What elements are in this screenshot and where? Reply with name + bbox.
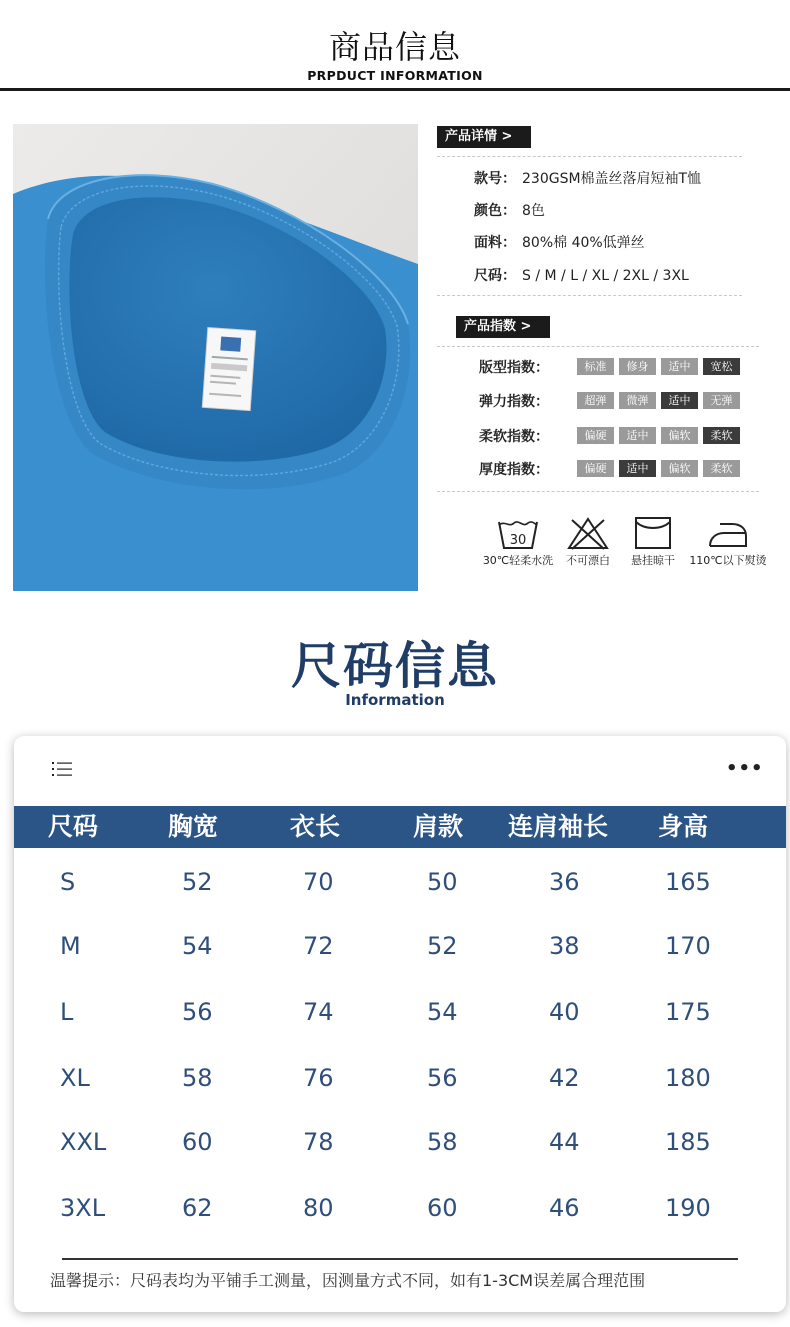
column-header-length: 衣长 [290, 812, 341, 841]
wash-30-icon [496, 516, 540, 550]
index-chip: 无弹 [703, 392, 740, 409]
details-divider-bottom [437, 295, 742, 296]
cell-sleeve: 44 [549, 1128, 580, 1156]
cell-shoulder: 60 [427, 1194, 458, 1222]
no-bleach-icon [566, 516, 610, 550]
table-row [14, 1064, 786, 1104]
cell-chest: 58 [182, 1064, 213, 1092]
spec-key: 款号： [474, 171, 516, 187]
cell-size: 3XL [60, 1194, 106, 1222]
index-chip: 修身 [619, 358, 656, 375]
cell-length: 72 [303, 932, 334, 960]
index-chip: 柔软 [703, 460, 740, 477]
product-index-tag: 产品指数 > [456, 316, 550, 338]
cell-shoulder: 58 [427, 1128, 458, 1156]
care-label: 30℃轻柔水洗 [482, 554, 554, 567]
index-chip: 偏软 [661, 427, 698, 444]
iron-icon [706, 516, 750, 550]
cell-size: XL [60, 1064, 90, 1092]
more-options-icon[interactable]: ••• [726, 758, 764, 779]
cell-length: 74 [303, 998, 334, 1026]
cell-size: XXL [60, 1128, 107, 1156]
cell-height: 175 [665, 998, 711, 1026]
spec-value: 80%棉 40%低弹丝 [522, 235, 645, 251]
spec-value: 230GSM棉盖丝落肩短袖T恤 [522, 171, 702, 187]
size-section-title: 尺码信息 [291, 637, 499, 695]
cell-shoulder: 52 [427, 932, 458, 960]
index-label: 柔软指数： [479, 429, 549, 445]
cell-size: S [60, 868, 76, 896]
table-row [14, 998, 786, 1038]
size-section-subtitle: Information [345, 691, 445, 709]
index-label: 弹力指数： [479, 394, 549, 410]
care-label: 110℃以下熨烫 [689, 554, 767, 567]
cell-height: 170 [665, 932, 711, 960]
cell-height: 190 [665, 1194, 711, 1222]
cell-chest: 62 [182, 1194, 213, 1222]
column-header-sleeve: 连肩袖长 [508, 812, 609, 841]
index-chip-selected: 适中 [619, 460, 656, 477]
cell-length: 76 [303, 1064, 334, 1092]
care-bleach [560, 516, 616, 568]
spec-row-style [474, 168, 701, 188]
product-details-tag: 产品详情 > [437, 126, 531, 148]
index-chip: 偏硬 [577, 460, 614, 477]
spec-value: 8色 [522, 203, 545, 219]
cell-height: 185 [665, 1128, 711, 1156]
cell-shoulder: 54 [427, 998, 458, 1026]
care-dry [624, 516, 682, 568]
table-row [14, 868, 786, 908]
cell-sleeve: 46 [549, 1194, 580, 1222]
spec-key: 颜色： [474, 203, 516, 219]
care-wash [476, 516, 560, 568]
index-chip-selected: 适中 [661, 392, 698, 409]
cell-size: L [60, 998, 74, 1026]
index-chip: 适中 [661, 358, 698, 375]
cell-shoulder: 50 [427, 868, 458, 896]
page-subtitle: PRPDUCT INFORMATION [307, 68, 483, 83]
spec-row-color [474, 200, 545, 220]
index-chip: 微弹 [619, 392, 656, 409]
index-chip-selected: 柔软 [703, 427, 740, 444]
index-chip-selected: 宽松 [703, 358, 740, 375]
spec-row-size [474, 265, 689, 285]
index-chip: 标准 [577, 358, 614, 375]
care-label: 不可漂白 [566, 554, 610, 567]
spec-value: S / M / L / XL / 2XL / 3XL [522, 268, 689, 284]
size-table-header [14, 806, 786, 848]
column-header-height: 身高 [658, 812, 709, 841]
care-label: 悬挂晾干 [631, 554, 675, 567]
header-divider [0, 88, 790, 91]
index-chip: 超弹 [577, 392, 614, 409]
svg-text:30: 30 [509, 533, 527, 548]
cell-length: 80 [303, 1194, 334, 1222]
cell-chest: 56 [182, 998, 213, 1026]
cell-size: M [60, 932, 81, 960]
column-header-shoulder: 肩款 [413, 812, 464, 841]
cell-sleeve: 36 [549, 868, 580, 896]
cell-length: 78 [303, 1128, 334, 1156]
cell-shoulder: 56 [427, 1064, 458, 1092]
product-photo [13, 124, 418, 591]
column-header-chest: 胸宽 [168, 812, 219, 841]
details-divider-top [437, 156, 742, 157]
index-chip: 偏硬 [577, 427, 614, 444]
cell-sleeve: 40 [549, 998, 580, 1026]
cell-chest: 52 [182, 868, 213, 896]
cell-chest: 54 [182, 932, 213, 960]
table-row [14, 1128, 786, 1168]
table-row [14, 1194, 786, 1234]
size-table-card [14, 736, 786, 1312]
index-divider-top [437, 346, 759, 347]
index-divider-bottom [437, 491, 759, 492]
cell-length: 70 [303, 868, 334, 896]
spec-key: 面料： [474, 235, 516, 251]
care-iron [684, 516, 772, 568]
cell-sleeve: 38 [549, 932, 580, 960]
hang-dry-icon [631, 516, 675, 550]
column-header-size: 尺码 [48, 812, 99, 841]
cell-height: 180 [665, 1064, 711, 1092]
index-chip: 适中 [619, 427, 656, 444]
note-divider [62, 1258, 738, 1260]
measurement-note: 温馨提示：尺码表均为平铺手工测量，因测量方式不同，如有1-3CM误差属合理范围 [50, 1271, 646, 1290]
table-row [14, 932, 786, 972]
spec-key: 尺码： [474, 268, 516, 284]
index-chip: 偏软 [661, 460, 698, 477]
cell-height: 165 [665, 868, 711, 896]
list-menu-icon[interactable] [52, 760, 72, 778]
cell-chest: 60 [182, 1128, 213, 1156]
page-title: 商品信息 [328, 28, 461, 66]
spec-row-fabric [474, 232, 645, 252]
cell-sleeve: 42 [549, 1064, 580, 1092]
index-label: 版型指数： [479, 360, 549, 376]
index-label: 厚度指数： [479, 462, 549, 478]
